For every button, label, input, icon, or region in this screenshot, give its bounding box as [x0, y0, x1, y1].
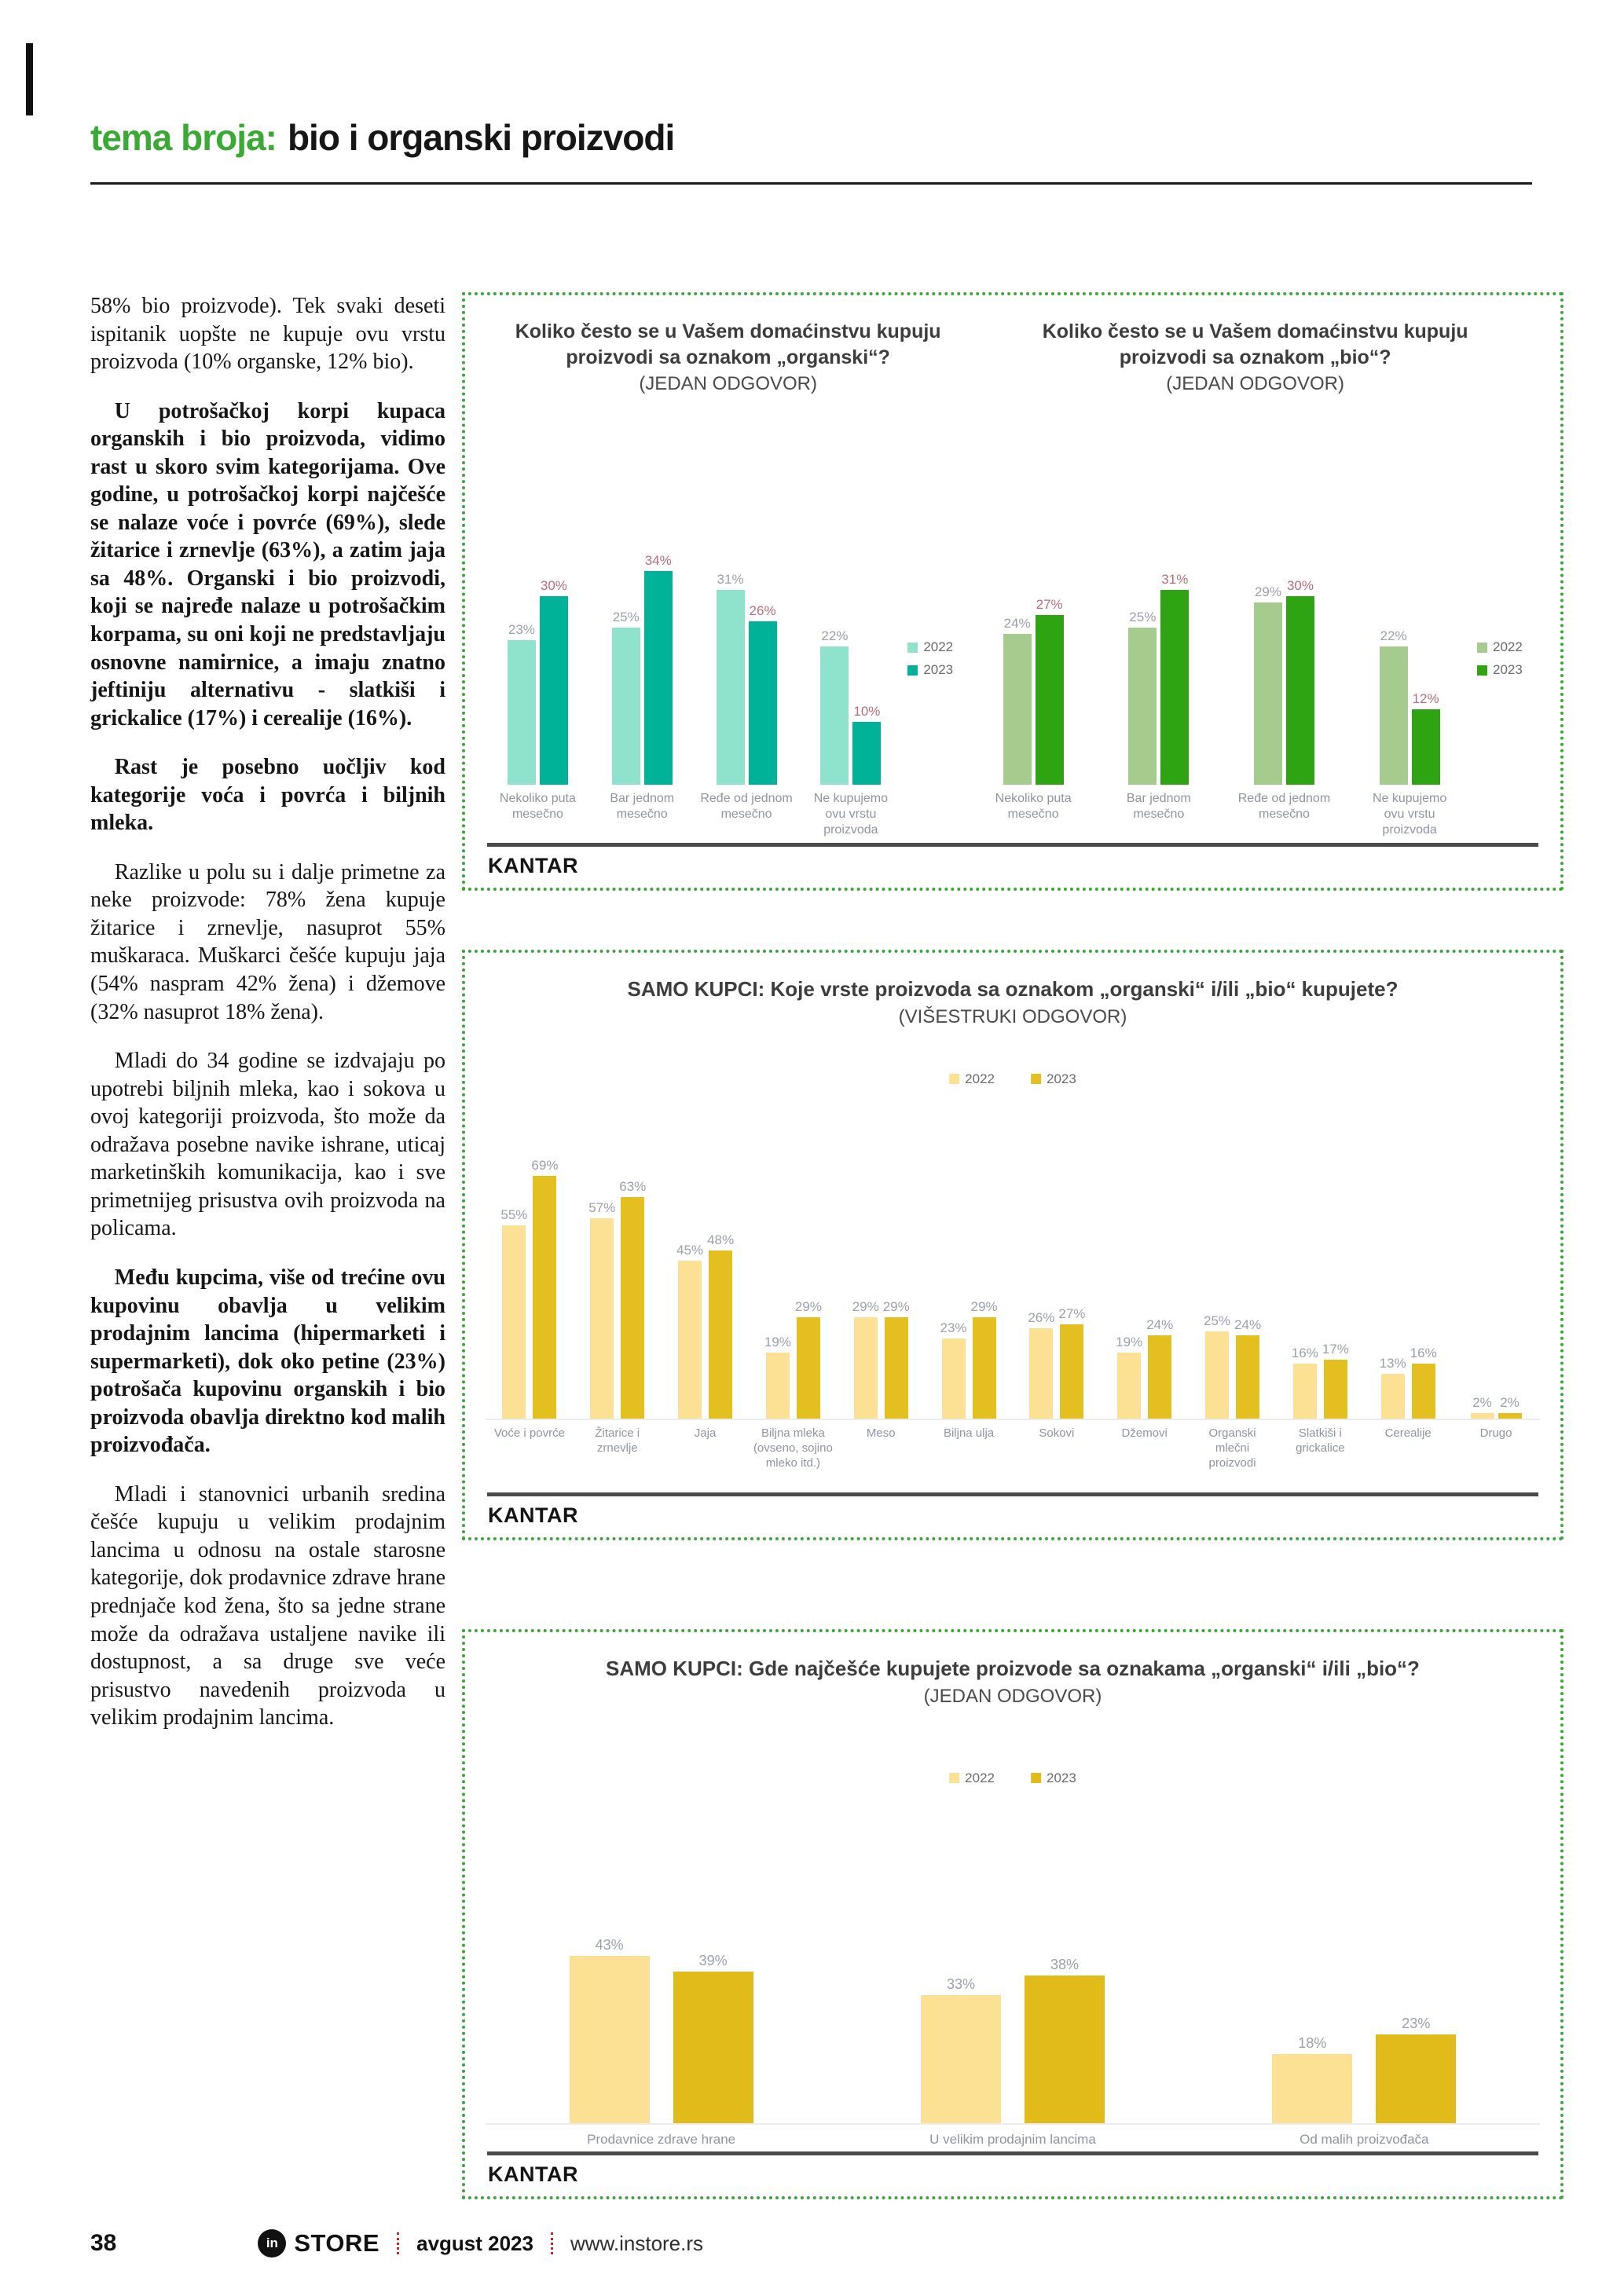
category-label: Jaja [694, 1426, 717, 1440]
bar-value-label: 27% [1036, 597, 1063, 612]
bar-2022 [820, 646, 849, 785]
bar-group [1367, 1346, 1449, 1492]
legend-item [1031, 1071, 1076, 1087]
bar-column [1058, 1306, 1085, 1420]
chart-legend [907, 639, 970, 678]
bar-pair [1116, 1317, 1173, 1420]
category-label: Sokovi [1039, 1426, 1075, 1440]
chart-subtitle: (JEDAN ODGOVOR) [923, 1685, 1102, 1707]
frequency-charts-row [486, 308, 1540, 843]
legend-label: 2022 [965, 1071, 995, 1086]
article-paragraph: Mladi i stanovnici urbanih sredina češće kupuju u velikim prodajnim lancima u odnosu na ostale starosne kategorije, dok prodavnice zdrave hrane prednjače kod žena, što sa jedne strane može da odražava ustaljene navike ili dostupnost, a sa druge sve veće prisustvo navedenih proizvoda u velikim prodajnim lancima. [90, 1481, 445, 1730]
kantar-logo: KANTAR [488, 854, 578, 877]
bar-2022 [854, 1317, 878, 1420]
bar-value-label: 22% [1380, 628, 1407, 643]
bar-column [1471, 1395, 1494, 1420]
bar-group [883, 1957, 1142, 2151]
category-label: Nekoliko puta mesečno [499, 792, 576, 821]
bar-pair [570, 1937, 753, 2125]
category-label: Ne kupujemo ovu vrstu proizvoda [813, 792, 889, 837]
bar-column [971, 1299, 998, 1420]
category-label: Žitarice i zrnevlje [595, 1426, 640, 1455]
bar-2023 [644, 571, 673, 785]
bar-value-label: 25% [1129, 610, 1157, 624]
bar-value-label: 38% [1050, 1957, 1079, 1972]
bar-2022 [1272, 2054, 1352, 2125]
bar-value-label: 13% [1379, 1356, 1406, 1371]
footer-issue: avgust 2023 [416, 2231, 533, 2255]
chart-subtitle: (JEDAN ODGOVOR) [1166, 373, 1344, 394]
bar-value-label: 69% [531, 1158, 559, 1173]
category-label: Od malih proizvođača [1300, 2132, 1429, 2147]
legend-label: 2022 [965, 1770, 995, 1785]
bar-column [921, 1976, 1001, 2125]
legend-label: 2023 [1047, 1770, 1076, 1785]
header-rule [90, 182, 1532, 185]
bar-column [1380, 628, 1408, 785]
product-types-row [486, 965, 1540, 1492]
bar-group [804, 628, 898, 843]
category-label: Meso [866, 1426, 896, 1440]
kantar-logo: KANTAR [488, 1503, 578, 1527]
category-label: Džemovi [1121, 1426, 1168, 1440]
bar-group [840, 1299, 922, 1492]
legend-swatch [949, 1074, 959, 1084]
bar-pair [1028, 1306, 1085, 1420]
bar-column [1234, 1317, 1261, 1420]
category-label: Ređe od jednom mesečno [700, 792, 793, 821]
bar-2022 [1380, 646, 1408, 785]
legend-swatch [949, 1773, 959, 1783]
bar-value-label: 2% [1472, 1395, 1492, 1410]
bar-pair [820, 628, 881, 785]
legend-label: 2023 [1492, 662, 1523, 677]
bar-value-label: 34% [644, 553, 672, 568]
bar-value-label: 29% [794, 1299, 822, 1314]
bar-value-label: 24% [1003, 616, 1031, 631]
bar-2022 [1128, 628, 1157, 785]
bar-value-label: 22% [821, 628, 849, 643]
bar-2022 [766, 1353, 790, 1420]
bar-column [1160, 572, 1189, 785]
legend-label: 2023 [923, 662, 954, 677]
legend-swatch [907, 643, 918, 653]
legend-item [1477, 639, 1540, 655]
bar-group [595, 553, 689, 843]
legend-label: 2022 [923, 639, 954, 654]
instore-logo-text: STORE [294, 2229, 380, 2257]
chart-body [970, 395, 1540, 843]
bar-column [500, 1207, 527, 1420]
bar-column [1003, 616, 1032, 785]
chart-legend [1477, 639, 1540, 678]
panel-product-types-chart [462, 950, 1564, 1540]
category-label: Bar jednom mesečno [1126, 792, 1191, 821]
bar-value-label: 24% [1146, 1317, 1174, 1332]
bar-value-label: 29% [970, 1299, 998, 1314]
chart-organski-frequency [486, 308, 970, 843]
bar-column [570, 1937, 650, 2125]
bar-group [699, 572, 794, 843]
chart-subtitle: (VIŠESTRUKI ODGOVOR) [898, 1005, 1127, 1027]
bar-2023 [973, 1317, 996, 1420]
bar-value-label: 31% [717, 572, 744, 587]
purchase-places-row [486, 1645, 1540, 2151]
bar-column [644, 553, 673, 785]
category-label: Slatkiši i grickalice [1296, 1426, 1345, 1455]
kantar-rule [487, 1492, 1538, 1496]
legend-label: 2023 [1047, 1071, 1076, 1086]
kantar-footer [486, 2151, 1540, 2187]
legend-swatch [1477, 643, 1487, 653]
bar-column [749, 603, 777, 785]
bar-2022 [1254, 602, 1282, 785]
bar-column [852, 1299, 879, 1420]
chart-subtitle: (JEDAN ODGOVOR) [639, 373, 817, 394]
category-label: Ne kupujemo ovu vrstu proizvoda [1372, 792, 1447, 837]
bar-2022 [612, 628, 640, 785]
bar-value-label: 30% [540, 578, 567, 593]
panel-frequency-charts [462, 292, 1564, 891]
bar-2022 [502, 1225, 526, 1420]
bar-column [764, 1335, 791, 1420]
bar-2023 [1412, 1364, 1435, 1420]
bar-value-label: 18% [1298, 2035, 1327, 2051]
bar-2022 [1471, 1413, 1494, 1420]
article-paragraph: Rast je posebno uočljiv kod kategorije voća i povrća i biljnih mleka. [90, 755, 445, 836]
bar-value-label: 55% [500, 1207, 528, 1222]
bar-pair [764, 1299, 822, 1420]
bar-column [1286, 578, 1314, 785]
bar-column [1292, 1346, 1318, 1420]
bar-2023 [1236, 1335, 1259, 1420]
category-label: Biljna ulja [943, 1426, 995, 1440]
bar-pair [1272, 2016, 1456, 2125]
bar-value-label: 12% [1412, 691, 1439, 706]
bar-pair [1204, 1313, 1261, 1420]
bar-2022 [942, 1338, 966, 1420]
bar-pair [940, 1299, 998, 1420]
bar-pair [1380, 628, 1440, 785]
legend-item [949, 1071, 995, 1087]
legend-label: 2022 [1492, 639, 1523, 654]
bar-2022 [1029, 1328, 1053, 1420]
bar-column [1204, 1313, 1230, 1420]
chart-title: Koliko često se u Vašem domaćinstvu kupuju proizvodi sa oznakom „organski“? [515, 320, 941, 368]
bar-pair [1003, 597, 1064, 785]
bar-value-label: 26% [1028, 1310, 1055, 1325]
bar-2023 [540, 596, 568, 785]
bar-column [1254, 584, 1282, 785]
bar-column [717, 572, 745, 785]
category-label: Bar jednom mesečno [610, 792, 675, 821]
category-label: Ređe od jednom mesečno [1237, 792, 1331, 821]
chart-body [486, 395, 970, 843]
bar-2022 [921, 1995, 1001, 2125]
legend-item [907, 662, 970, 678]
bar-pair [1292, 1342, 1349, 1420]
bar-column [588, 1200, 615, 1420]
bar-column [676, 1243, 703, 1420]
bar-2022 [1205, 1331, 1229, 1420]
bar-column [1116, 1335, 1142, 1420]
bar-group [1237, 578, 1331, 843]
page-title: bio i organski proizvodi [287, 117, 675, 158]
bar-value-label: 16% [1291, 1346, 1318, 1360]
category-label: Nekoliko puta mesečno [995, 792, 1072, 821]
kantar-logo: KANTAR [488, 2162, 578, 2186]
footer-separator [397, 2232, 399, 2254]
page-header [90, 116, 674, 159]
bar-pair [588, 1179, 646, 1420]
chart-body [486, 1028, 1540, 1492]
bar-value-label: 25% [1204, 1313, 1231, 1328]
bar-pair [1254, 578, 1314, 785]
bar-column [1412, 691, 1440, 785]
bar-2023 [1148, 1335, 1171, 1420]
bar-value-label: 29% [852, 1299, 879, 1314]
bar-value-label: 23% [508, 622, 535, 637]
bar-value-label: 26% [749, 603, 776, 618]
bar-value-label: 57% [588, 1200, 616, 1215]
kantar-rule [487, 2151, 1538, 2155]
bar-value-label: 31% [1161, 572, 1189, 587]
chart-title: SAMO KUPCI: Koje vrste proizvoda sa oznakom „organski“ i/ili „bio“ kupujete? [627, 977, 1399, 1001]
kantar-footer [486, 843, 1540, 878]
legend-item [1477, 662, 1540, 678]
bar-column [531, 1158, 558, 1420]
bar-2023 [749, 621, 777, 785]
legend-swatch [1031, 1773, 1041, 1783]
bar-value-label: 29% [882, 1299, 910, 1314]
bar-pair [1380, 1346, 1437, 1420]
kantar-rule [487, 843, 1538, 847]
legend-swatch [907, 665, 918, 676]
bar-value-label: 33% [946, 1976, 975, 1992]
bar-2022 [1293, 1364, 1317, 1420]
bar-2023 [1412, 709, 1440, 785]
article-column [90, 292, 445, 1753]
bar-value-label: 17% [1322, 1342, 1349, 1357]
article-paragraph: 58% bio proizvode). Tek svaki deseti ispitanik uopšte ne kupuje ovu vrstu proizvoda (10% organske, 12% bio). [90, 294, 445, 375]
bar-2023 [1036, 615, 1064, 785]
bar-2023 [797, 1317, 820, 1420]
bar-2023 [885, 1317, 908, 1420]
bar-group [1104, 1317, 1186, 1492]
kantar-footer [486, 1492, 1540, 1528]
bar-column [1380, 1356, 1406, 1420]
bar-2022 [1117, 1353, 1141, 1420]
legend-item [949, 1771, 995, 1786]
category-label: Organski mlečni proizvodi [1208, 1426, 1256, 1470]
article-paragraph: Među kupcima, više od trećine ovu kupovinu obavlja u velikim prodajnim lancima (hipermarketi i supermarketi), dok oko petine (23%) potrošača kupovinu organskih i bio proizvoda obavlja direktno kod malih proizvođača. [90, 1265, 445, 1458]
bar-value-label: 23% [940, 1320, 967, 1335]
bar-group [1455, 1395, 1537, 1492]
bar-pair [1471, 1395, 1522, 1420]
bar-column [1410, 1346, 1437, 1420]
bar-group [752, 1299, 834, 1492]
bar-column [612, 610, 640, 785]
bar-pair [612, 553, 673, 785]
chart-body [486, 1708, 1540, 2151]
bar-2023 [673, 1972, 753, 2125]
bar-2022 [678, 1261, 702, 1420]
bar-2022 [1381, 1374, 1405, 1420]
footer-website: www.instore.rs [570, 2231, 704, 2255]
bar-group [1016, 1306, 1098, 1492]
bar-pair [852, 1299, 910, 1420]
bar-2023 [1498, 1413, 1522, 1420]
bar-column [883, 1299, 910, 1420]
bar-column [707, 1232, 734, 1420]
bar-value-label: 48% [707, 1232, 735, 1247]
header-kicker: tema broja: [90, 117, 277, 158]
panel-purchase-places-chart [462, 1629, 1564, 2199]
bar-2023 [1025, 1976, 1105, 2125]
bar-column [852, 704, 881, 785]
bar-2023 [1286, 596, 1314, 785]
bar-2023 [709, 1251, 732, 1420]
bar-column [1376, 2016, 1456, 2125]
bar-2023 [1376, 2034, 1456, 2125]
category-label: Prodavnice zdrave hrane [587, 2132, 736, 2147]
legend-item [1031, 1771, 1076, 1786]
bar-2023 [621, 1197, 644, 1420]
bar-group [928, 1299, 1010, 1492]
bar-value-label: 39% [698, 1953, 728, 1968]
bar-value-label: 30% [1286, 578, 1314, 593]
chart-purchase-places [486, 1645, 1540, 2151]
bar-2022 [590, 1218, 614, 1420]
bar-value-label: 19% [764, 1335, 791, 1349]
charts-panels [462, 292, 1564, 2199]
bar-pair [1128, 572, 1189, 785]
bar-value-label: 19% [1116, 1335, 1143, 1349]
instore-in-icon: in [258, 2229, 286, 2258]
bar-group [986, 597, 1080, 843]
chart-bio-frequency [970, 308, 1540, 843]
bar-pair [717, 572, 777, 785]
chart-product-types [486, 965, 1540, 1492]
page-number: 38 [90, 2230, 117, 2256]
bar-group [1192, 1313, 1274, 1492]
bar-group [1362, 628, 1457, 843]
bar-column [940, 1320, 967, 1420]
bar-2023 [852, 722, 881, 785]
bar-group [1112, 572, 1206, 843]
category-label: Drugo [1479, 1426, 1512, 1440]
legend-swatch [1031, 1074, 1041, 1084]
bar-group [1279, 1342, 1361, 1492]
instore-logo-group [258, 2229, 703, 2258]
bar-value-label: 16% [1410, 1346, 1437, 1360]
bar-column [540, 578, 568, 785]
chart-plot [486, 1937, 1540, 2151]
bar-2023 [533, 1176, 556, 1420]
chart-title: SAMO KUPCI: Gde najčešće kupujete proizvode sa oznakama „organski“ i/ili „bio“? [606, 1657, 1420, 1680]
chart-plot [486, 553, 903, 843]
bar-2023 [1324, 1360, 1347, 1420]
bar-group [665, 1232, 746, 1492]
chart-plot [486, 1158, 1540, 1492]
footer-separator [551, 2232, 553, 2254]
bar-value-label: 25% [612, 610, 640, 624]
bar-2022 [717, 590, 745, 785]
bar-2023 [1060, 1324, 1083, 1420]
chart-legend [949, 1071, 1076, 1087]
bar-column [619, 1179, 646, 1420]
bar-group [532, 1937, 791, 2151]
bar-value-label: 43% [595, 1937, 624, 1953]
article-paragraph: Razlike u polu su i dalje primetne za neke proizvode: 78% žena kupuje žitarice i zrnevlje, nasuprot 55% muškaraca. Muškarci češće kupuju jaja (54% naspram 42% žena) i džemove (32% nasuprot 18% žena). [90, 859, 445, 1024]
bar-column [1322, 1342, 1349, 1420]
bar-value-label: 63% [619, 1179, 647, 1194]
bar-column [1272, 2035, 1352, 2125]
bar-column [1128, 610, 1157, 785]
bar-group [490, 578, 585, 843]
bar-column [508, 622, 536, 785]
bar-pair [500, 1158, 558, 1420]
bar-pair [508, 578, 568, 785]
bar-value-label: 2% [1500, 1395, 1520, 1410]
bar-group [577, 1179, 658, 1492]
bar-value-label: 23% [1402, 2016, 1431, 2031]
bar-pair [921, 1957, 1105, 2125]
bar-group [489, 1158, 570, 1492]
bar-value-label: 10% [853, 704, 881, 719]
bar-value-label: 45% [676, 1243, 704, 1258]
bar-group [1234, 2016, 1494, 2151]
category-label: U velikim prodajnim lancima [929, 2132, 1096, 2147]
bar-2022 [508, 640, 536, 785]
page-footer [90, 2229, 703, 2258]
category-label: Cerealije [1384, 1426, 1432, 1440]
bar-2022 [570, 1956, 650, 2125]
chart-legend [949, 1771, 1076, 1786]
article-paragraph: Mladi do 34 godine se izdvajaju po upotrebi biljnih mleka, kao i sokova u ovoj kategoriji proizvoda, što može da odražava posebne navike ishrane, uticaj marketinških komunikacija, kao i sve primetnijeg prisustva ovih proizvoda na policama. [90, 1049, 445, 1241]
bar-column [1025, 1957, 1105, 2125]
category-label: Biljna mleka (ovseno, sojino mleko itd.) [753, 1426, 833, 1470]
bar-column [795, 1299, 822, 1420]
bar-column [1146, 1317, 1173, 1420]
category-label: Voće i povrće [493, 1426, 565, 1440]
bar-column [1498, 1395, 1522, 1420]
chart-title: Koliko često se u Vašem domaćinstvu kupuju proizvodi sa oznakom „bio“? [1042, 320, 1468, 368]
bar-2023 [1160, 590, 1189, 785]
chart-plot [970, 572, 1472, 843]
bar-column [1028, 1310, 1054, 1420]
bar-2022 [1003, 634, 1032, 785]
bar-column [673, 1953, 753, 2125]
legend-item [907, 639, 970, 655]
legend-swatch [1477, 665, 1487, 676]
bar-column [1036, 597, 1064, 785]
page-corner-mark [26, 43, 33, 115]
bar-value-label: 29% [1254, 584, 1281, 599]
bar-value-label: 27% [1058, 1306, 1086, 1321]
bar-value-label: 24% [1234, 1317, 1262, 1332]
article-paragraph: U potrošačkoj korpi kupaca organskih i bio proizvoda, vidimo rast u skoro svim kategorijama. Ove godine, u potrošačkoj korpi najčešće se nalaze voće i povrće (69%), slede žitarice i zrnevlje (63%), a zatim jaja sa 48%. Organski i bio proizvodi, koji se najređe nalaze u potrošačkim korpama, su oni koji ne predstavljaju osnovne namirnice, a imaju znatno jeftiniju alternativu - slatkiši i grickalice (17%) i cerealije (16%). [90, 398, 445, 731]
bar-column [820, 628, 849, 785]
bar-pair [676, 1232, 734, 1420]
